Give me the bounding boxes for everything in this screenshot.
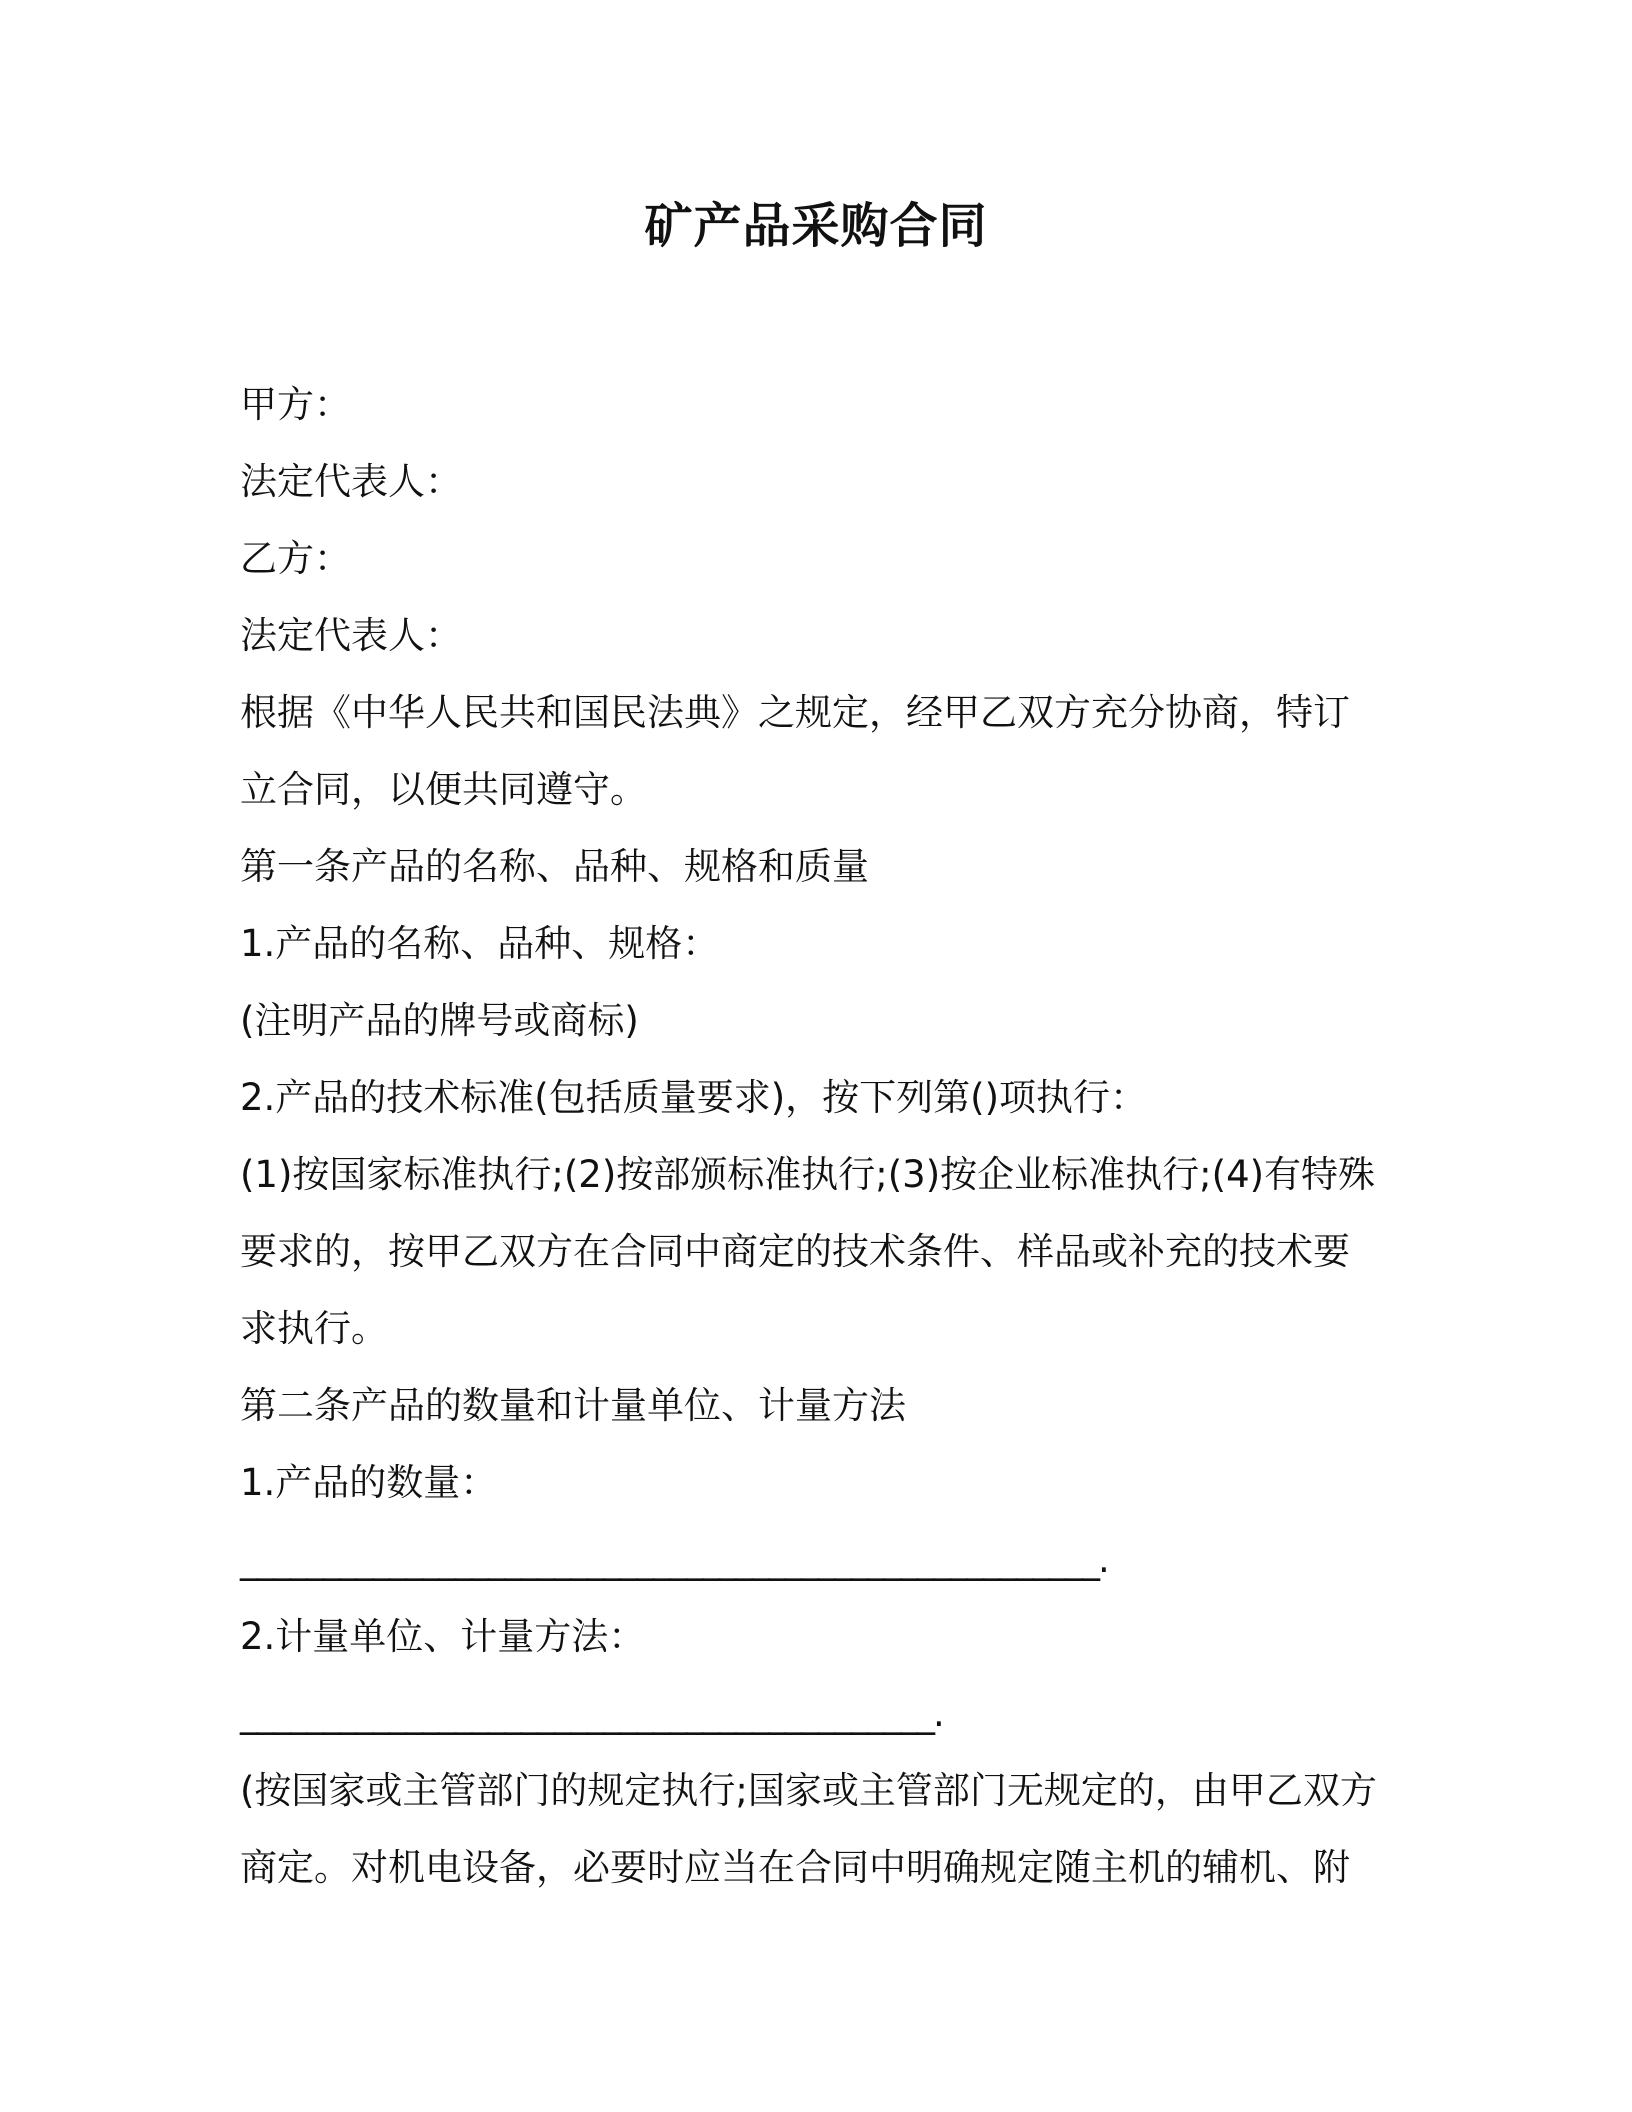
article-1-item-2-detail-3: 求执行。 <box>240 1307 388 1350</box>
measurement-blank-line: __________________________________________. <box>240 1692 943 1735</box>
article-2-heading: 第二条产品的数量和计量单位、计量方法 <box>240 1384 906 1427</box>
preamble-line-2: 立合同，以便共同遵守。 <box>240 768 647 811</box>
article-2-item-2: 2.计量单位、计量方法： <box>240 1615 646 1658</box>
article-2-note-line-2: 商定。对机电设备，必要时应当在合同中明确规定随主机的辅机、附 <box>240 1846 1350 1889</box>
article-1-item-1: 1.产品的名称、品种、规格： <box>240 922 720 965</box>
article-1-item-1-note: (注明产品的牌号或商标) <box>240 999 639 1042</box>
article-2-note-line-1: (按国家或主管部门的规定执行;国家或主管部门无规定的，由甲乙双方 <box>240 1769 1377 1812</box>
article-2-item-1: 1.产品的数量： <box>240 1461 498 1504</box>
article-1-item-2-detail-1: (1)按国家标准执行;(2)按部颁标准执行;(3)按企业标准执行;(4)有特殊 <box>240 1153 1376 1196</box>
article-1-item-2-detail-2: 要求的，按甲乙双方在合同中商定的技术条件、样品或补充的技术要 <box>240 1230 1350 1273</box>
document-body <box>240 366 1400 1906</box>
article-1-heading: 第一条产品的名称、品种、规格和质量 <box>240 845 869 888</box>
party-a-representative-line: 法定代表人： <box>240 460 462 503</box>
quantity-blank-line: ____________________________________________________. <box>240 1538 1108 1581</box>
document-title: 矿产品采购合同 <box>644 198 988 254</box>
party-b-line: 乙方： <box>240 537 351 580</box>
preamble-line-1: 根据《中华人民共和国民法典》之规定，经甲乙双方充分协商，特订 <box>240 691 1350 734</box>
article-1-item-2: 2.产品的技术标准(包括质量要求)，按下列第()项执行： <box>240 1076 1148 1119</box>
party-a-line: 甲方： <box>240 383 351 426</box>
party-b-representative-line: 法定代表人： <box>240 614 462 657</box>
